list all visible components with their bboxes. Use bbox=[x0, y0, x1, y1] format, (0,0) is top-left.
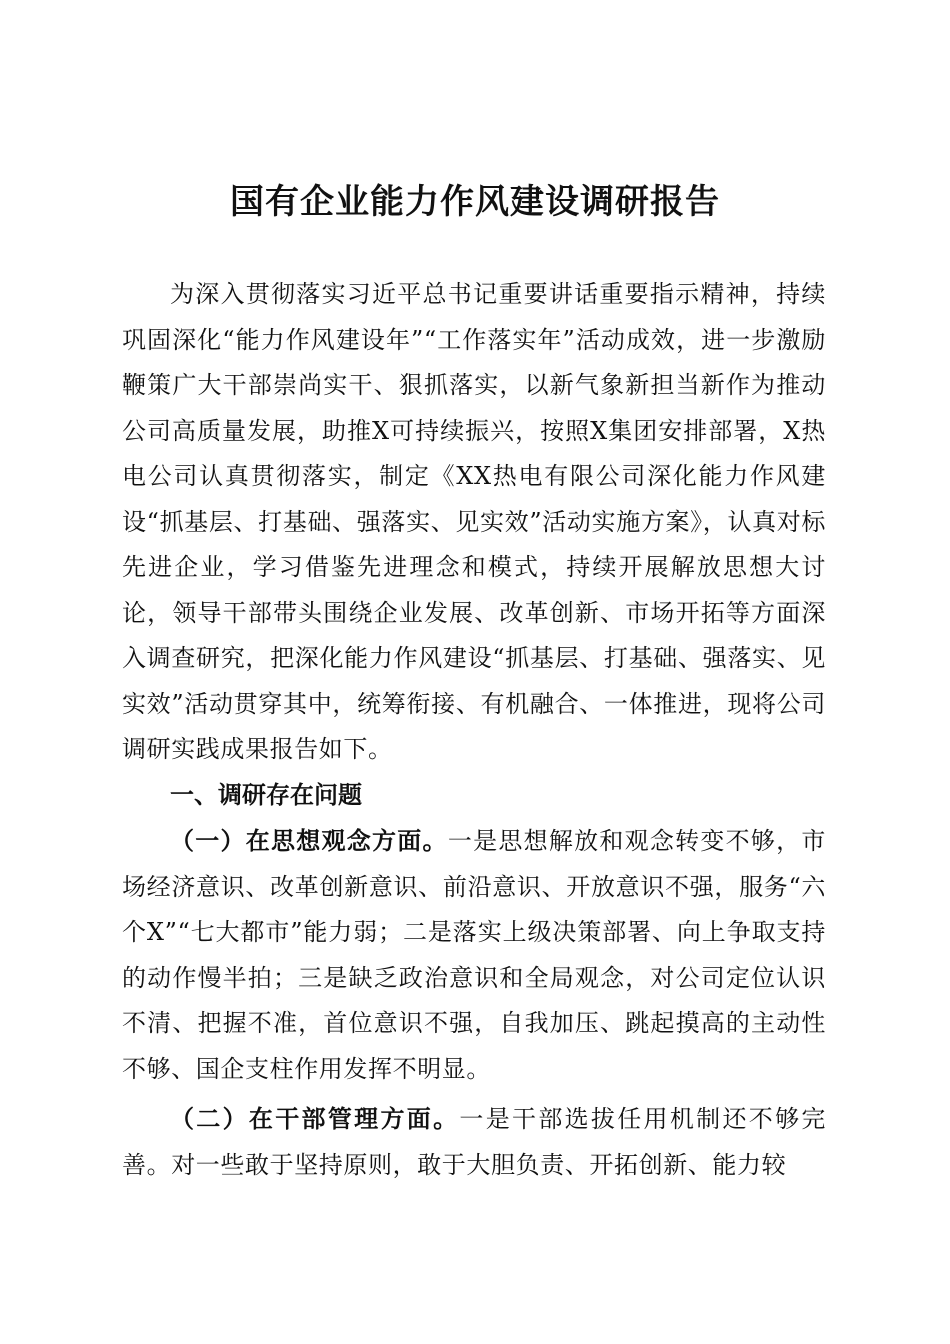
item-2-text: 一是干部选拔任用机制还不够完善。对一些敢于坚持原则，敢于大胆负责、开拓创新、能力较 bbox=[122, 1105, 826, 1179]
item-1-text: 一是思想解放和观念转变不够，市场经济意识、改革创新意识、前沿意识、开放意识不强，服务“六个X”“七大都市”能力弱；二是落实上级决策部署、向上争取支持的动作慢半拍；三是缺乏政治意识和全局观念，对公司定位认识不清、把握不准，首位意识不强，自我加压、跳起摸高的主动性不够、国企支柱作用发挥不明显。 bbox=[122, 827, 826, 1083]
intro-paragraph: 为深入贯彻落实习近平总书记重要讲话重要指示精神，持续巩固深化“能力作风建设年”“工作落实年”活动成效，进一步激励鞭策广大干部崇尚实干、狠抓落实，以新气象新担当新作为推动公司高质量发展，助推X可持续振兴，按照X集团安排部署，X热电公司认真贯彻落实，制定《XX热电有限公司深化能力作风建设“抓基层、打基础、强落实、见实效”活动实施方案》，认真对标先进企业，学习借鉴先进理念和模式，持续开展解放思想大讨论，领导干部带头围绕企业发展、改革创新、市场开拓等方面深入调查研究，把深化能力作风建设“抓基层、打基础、强落实、见实效”活动贯穿其中，统筹衔接、有机融合、一体推进，现将公司调研实践成果报告如下。 bbox=[122, 280, 826, 763]
item-2-paragraph bbox=[122, 1096, 826, 1188]
document-title: 国有企业能力作风建设调研报告 bbox=[230, 182, 720, 222]
item-1-paragraph bbox=[122, 818, 826, 1092]
section-heading: 一、调研存在问题 bbox=[170, 780, 362, 809]
item-1-lead: （一）在思想观念方面。 bbox=[170, 826, 448, 855]
document-body bbox=[122, 272, 826, 1188]
item-2-lead: （二）在干部管理方面。 bbox=[170, 1104, 460, 1133]
